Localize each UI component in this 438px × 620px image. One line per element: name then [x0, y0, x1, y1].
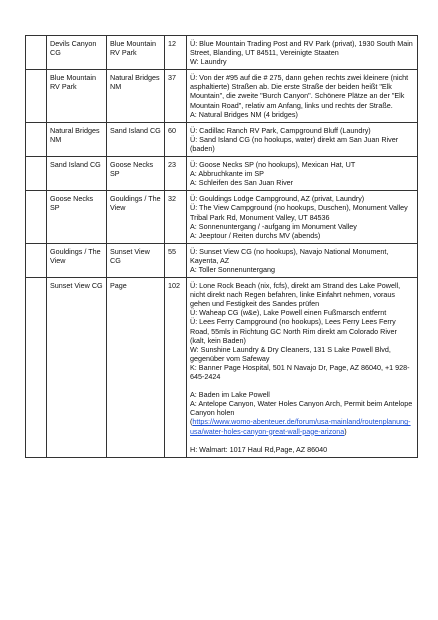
note-line: W: Sunshine Laundry & Dry Cleaners, 131 S Lake Powell Blvd, gegenüber vom Safeway: [190, 344, 391, 363]
to-cell: Natural Bridges NM: [107, 70, 165, 122]
table-row: [26, 191, 418, 243]
notes-cell: [187, 243, 418, 277]
day-cell: [26, 36, 47, 70]
table-row: [26, 70, 418, 122]
note-line: Ü: Lees Ferry Campground (no hookups), Lees Ferry Lees Ferry Road, 55mls in Richtung GC North Rim direkt am Colorado River (kalt, kein Baden): [190, 317, 397, 345]
table-row: [26, 243, 418, 277]
from-cell: Gouldings / The View: [47, 243, 107, 277]
from-cell: Natural Bridges NM: [47, 122, 107, 156]
miles-cell: 60: [165, 122, 187, 156]
table-row: [26, 122, 418, 156]
note-line: K: Banner Page Hospital, 501 N Navajo Dr, Page, AZ 86040, +1 928-645-2424: [190, 362, 410, 381]
day-cell: [26, 157, 47, 191]
forum-link[interactable]: https://www.womo-abenteuer.de/forum/usa-mainland/routenplanung-usa/water-holes-canyon-great-wall-page-arizona: [190, 417, 411, 436]
itinerary-table-body: [26, 36, 418, 458]
note-line: Ü: Gouldings Lodge Campground, AZ (privat, Laundry): [190, 194, 365, 204]
day-cell: [26, 122, 47, 156]
notes-cell: [187, 36, 418, 70]
day-cell: [26, 191, 47, 243]
miles-cell: 23: [165, 157, 187, 191]
to-cell: Sunset View CG: [107, 243, 165, 277]
day-cell: [26, 243, 47, 277]
note-line: Ü: Waheap CG (w&e), Lake Powell einen Fußmarsch entfernt: [190, 308, 387, 318]
note-line: Ü: Sunset View CG (no hookups), Navajo National Monument, Kayenta, AZ: [190, 246, 389, 265]
link-line: (https://www.womo-abenteuer.de/forum/usa-mainland/routenplanung-usa/water-holes-canyon-great-wall-page-arizona): [190, 417, 411, 436]
table-row: [26, 278, 418, 458]
miles-cell: 12: [165, 36, 187, 70]
to-cell: Gouldings / The View: [107, 191, 165, 243]
blank-line: [190, 381, 414, 390]
notes-cell: [187, 191, 418, 243]
table-row: [26, 36, 418, 70]
from-cell: Devils Canyon CG: [47, 36, 107, 70]
to-cell: Sand Island CG: [107, 122, 165, 156]
note-line: A: Baden im Lake Powell: [190, 390, 270, 400]
itinerary-table: [25, 35, 418, 458]
notes-cell: [187, 70, 418, 122]
day-cell: [26, 278, 47, 458]
miles-cell: 102: [165, 278, 187, 458]
from-cell: Blue Mountain RV Park: [47, 70, 107, 122]
notes-cell: [187, 278, 418, 458]
note-line: Ü: Goose Necks SP (no hookups), Mexican Hat, UT: [190, 160, 356, 170]
blank-line: [190, 436, 414, 445]
miles-cell: 37: [165, 70, 187, 122]
note-line: A: Antelope Canyon, Water Holes Canyon Arch, Permit beim Antelope Canyon holen: [190, 399, 413, 418]
note-line: A: Natural Bridges NM (4 bridges): [190, 109, 298, 119]
to-cell: Page: [107, 278, 165, 458]
note-line: Ü: The View Campground (no hookups, Duschen), Monument Valley Tribal Park Rd, Monument Valley, UT 84536: [190, 203, 408, 222]
note-line: H: Walmart: 1017 Haul Rd,Page, AZ 86040: [190, 444, 328, 454]
note-line: A: Abbruchkante im SP: [190, 169, 264, 179]
notes-cell: [187, 122, 418, 156]
to-cell: Goose Necks SP: [107, 157, 165, 191]
notes-cell: [187, 157, 418, 191]
note-line: A: Sonnenuntergang / -aufgang im Monument Valley: [190, 221, 357, 231]
note-line: Ü: Sand Island CG (no hookups, water) direkt am San Juan River (baden): [190, 134, 399, 153]
miles-cell: 55: [165, 243, 187, 277]
from-cell: Sunset View CG: [47, 278, 107, 458]
from-cell: Sand Island CG: [47, 157, 107, 191]
table-row: [26, 157, 418, 191]
note-line: W: Laundry: [190, 57, 227, 67]
note-line: A: Schleifen des San Juan River: [190, 178, 294, 188]
note-line: Ü: Lone Rock Beach (nix, fcfs), direkt am Strand des Lake Powell, nicht direkt nach Regen befahren, linke Einfahrt nehmen, voraus gehen und Festigkeit des Sandes prüfen: [190, 281, 401, 309]
miles-cell: 32: [165, 191, 187, 243]
to-cell: Blue Mountain RV Park: [107, 36, 165, 70]
note-line: Ü: Von der #95 auf die # 275, dann gehen rechts zwei kleinere (nicht asphaltierte) Straßen ab. Die erste Straße der beiden heißt "Elk Mountain", die zweite "Burch Canyon". Schönere Plätze an der "Elk Mountain Road", relativ am Anfang, links und rechts der Straße.: [190, 73, 409, 110]
from-cell: Goose Necks SP: [47, 191, 107, 243]
note-line: Ü: Cadillac Ranch RV Park, Campground Bluff (Laundry): [190, 125, 371, 135]
note-line: A: Jeeptour / Reiten durchs MV (abends): [190, 230, 321, 240]
day-cell: [26, 70, 47, 122]
note-line: A: Toller Sonnenuntergang: [190, 264, 275, 274]
note-line: Ü: Blue Mountain Trading Post and RV Park (privat), 1930 South Main Street, Blanding, UT 84511, Vereinigte Staaten: [190, 39, 413, 58]
